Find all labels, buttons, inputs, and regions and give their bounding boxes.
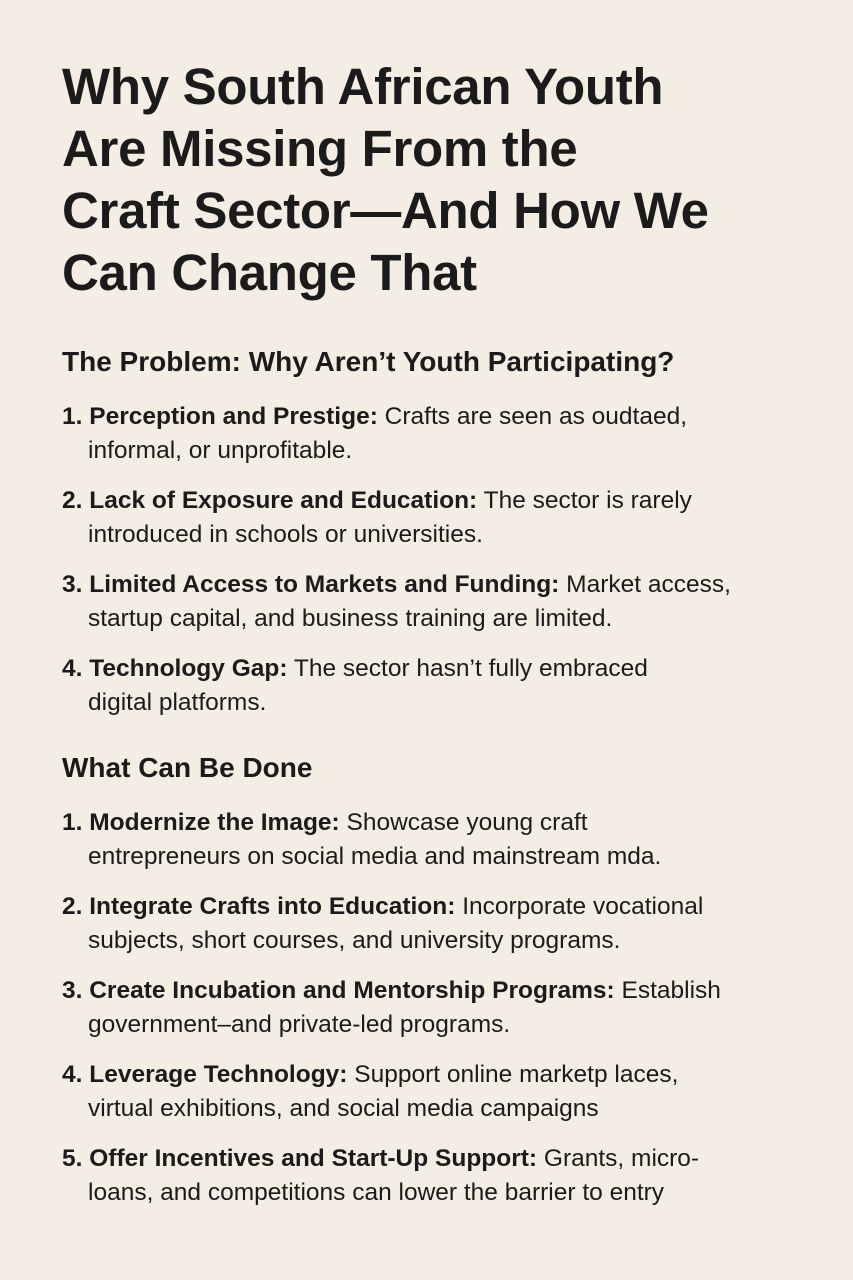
list-item — [62, 568, 813, 636]
list-item — [62, 974, 813, 1042]
item-continuation: entrepreneurs on social media and mainstream mda. — [88, 843, 662, 870]
title-line: Craft Sector—And How We — [62, 182, 709, 239]
item-text: Showcase young craft — [339, 809, 588, 836]
list-item — [62, 400, 813, 468]
item-text: The sector hasn’t fully embraced — [287, 655, 648, 682]
item-lead: 5. Offer Incentives and Start-Up Support: — [62, 1145, 538, 1172]
item-lead: 1. Modernize the Image: — [62, 809, 340, 836]
item-continuation: introduced in schools or universities. — [88, 521, 483, 548]
list-item — [62, 1058, 813, 1126]
problem-heading: The Problem: Why Aren’t Youth Participating? — [62, 346, 675, 377]
item-continuation: government–and private-led programs. — [88, 1011, 511, 1038]
item-continuation: digital platforms. — [88, 689, 267, 716]
title-line: Are Missing From the — [62, 120, 578, 177]
item-lead: 4. Technology Gap: — [62, 655, 288, 682]
problem-list — [62, 400, 813, 720]
item-text: Establish — [614, 977, 721, 1004]
list-item — [62, 806, 813, 874]
list-item — [62, 484, 813, 552]
item-continuation: startup capital, and business training are limited. — [88, 605, 613, 632]
item-lead: 2. Integrate Crafts into Education: — [62, 893, 456, 920]
item-continuation: virtual exhibitions, and social media campaigns — [88, 1095, 599, 1122]
item-text: Support online marketp laces, — [347, 1061, 679, 1088]
list-item — [62, 890, 813, 958]
solutions-heading: What Can Be Done — [62, 752, 313, 783]
article-title — [62, 56, 813, 304]
item-lead: 1. Perception and Prestige: — [62, 403, 378, 430]
item-continuation: loans, and competitions can lower the barrier to entry — [88, 1179, 665, 1206]
item-continuation: informal, or unprofitable. — [88, 437, 353, 464]
item-text: Crafts are seen as oudtaed, — [377, 403, 688, 430]
item-lead: 4. Leverage Technology: — [62, 1061, 348, 1088]
item-text: Incorporate vocational — [455, 893, 704, 920]
item-continuation: subjects, short courses, and university programs. — [88, 927, 621, 954]
list-item — [62, 652, 813, 720]
item-text: Market access, — [559, 571, 731, 598]
title-line: Can Change That — [62, 244, 477, 301]
list-item — [62, 1142, 813, 1210]
item-lead: 3. Limited Access to Markets and Funding: — [62, 571, 560, 598]
title-line: Why South African Youth — [62, 58, 664, 115]
item-lead: 2. Lack of Exposure and Education: — [62, 487, 478, 514]
item-text: Grants, micro- — [537, 1145, 700, 1172]
item-text: The sector is rarely — [477, 487, 692, 514]
solutions-list — [62, 806, 813, 1210]
item-lead: 3. Create Incubation and Mentorship Programs: — [62, 977, 615, 1004]
